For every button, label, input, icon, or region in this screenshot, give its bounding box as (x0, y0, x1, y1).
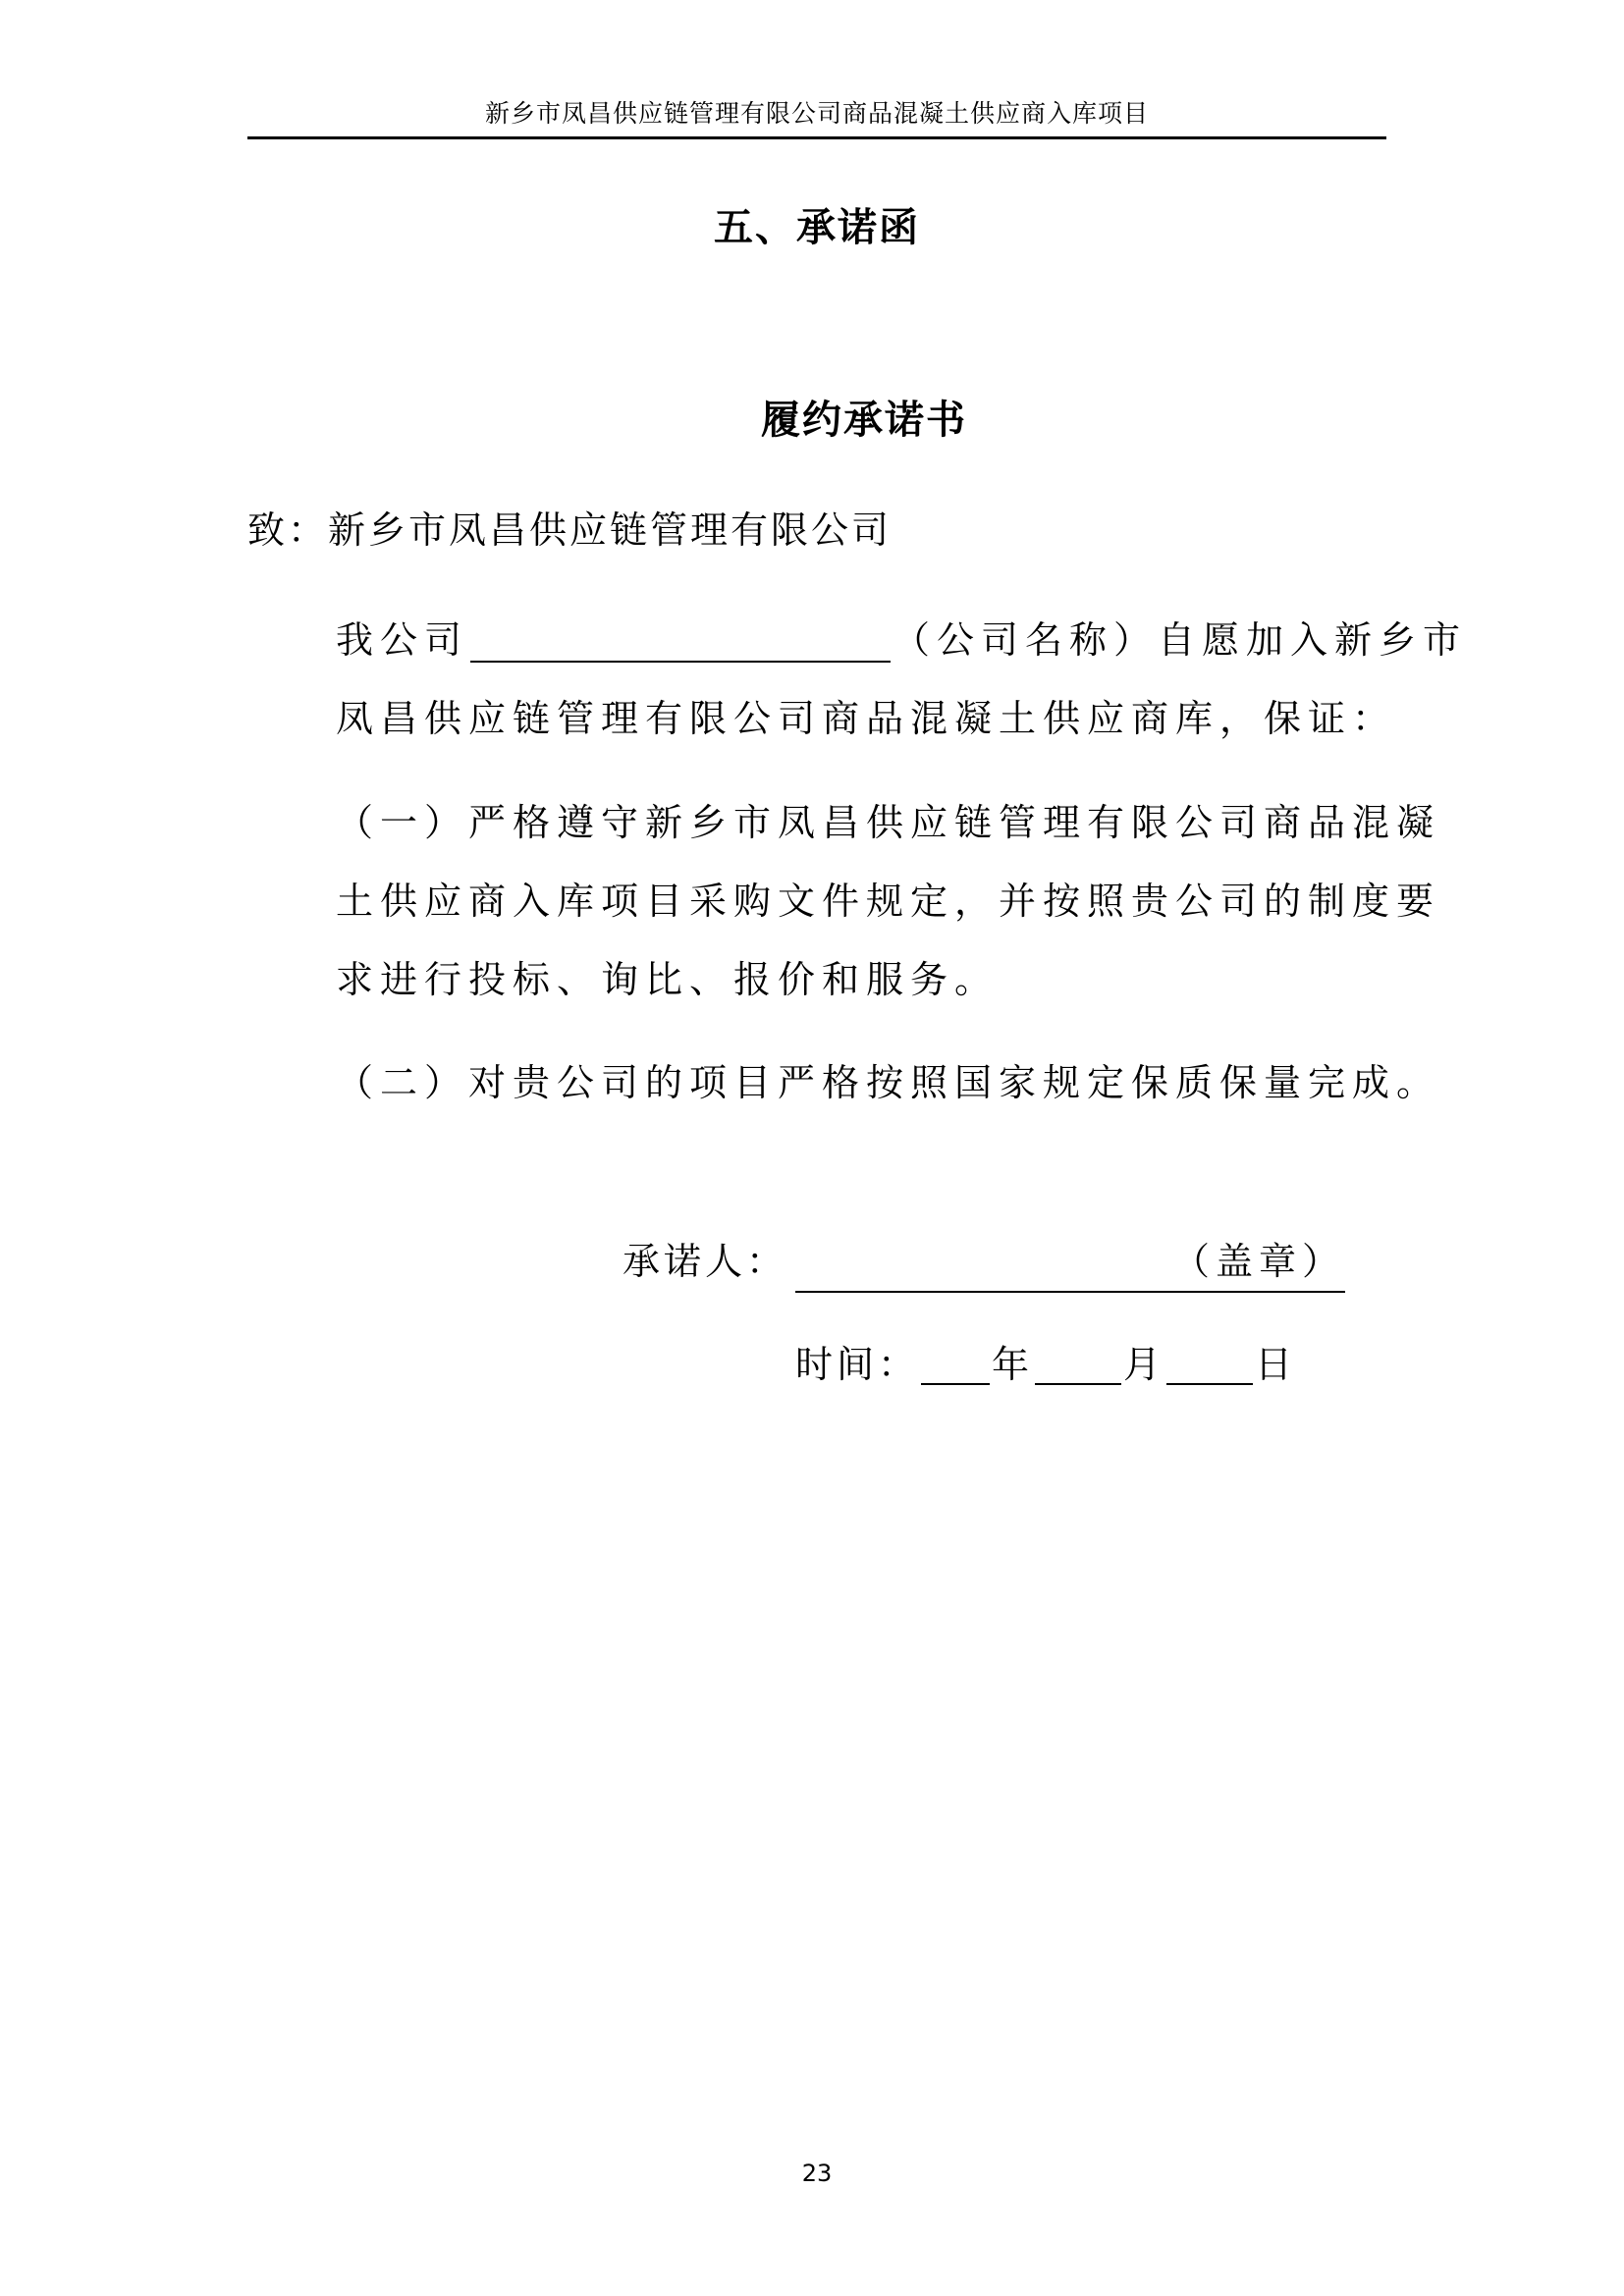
signature-blank[interactable] (795, 1232, 1345, 1293)
month-label: 月 (1123, 1343, 1165, 1386)
header-divider (247, 136, 1386, 139)
running-header: 新乡市凤昌供应链管理有限公司商品混凝土供应商入库项目 (484, 99, 1149, 128)
day-blank[interactable] (1166, 1340, 1253, 1385)
section-title: 五、承诺函 (714, 205, 920, 250)
commitment-clause-1: （一）严格遵守新乡市凤昌供应链管理有限公司商品混凝土供应商入库项目采购文件规定，并按照贵公司的制度要求进行投标、询比、报价和服务。 (336, 801, 1441, 1001)
year-blank[interactable] (921, 1340, 990, 1385)
company-prefix-text: 我公司 (336, 618, 469, 662)
year-label: 年 (992, 1343, 1034, 1386)
seal-note: （盖章） (1172, 1240, 1346, 1283)
day-label: 日 (1255, 1343, 1297, 1386)
signature-line (623, 1232, 1349, 1293)
document-title: 履约承诺书 (761, 398, 967, 443)
commitment-paragraph-intro (247, 601, 1475, 758)
addressee-line: 致：新乡市凤昌供应链管理有限公司 (247, 508, 893, 552)
signatory-label: 承诺人： (623, 1240, 788, 1283)
date-line (795, 1335, 1296, 1394)
commitment-clause-2: （二）对贵公司的项目严格按照国家规定保质保量完成。 (336, 1061, 1441, 1104)
page-number: 23 (801, 2160, 833, 2187)
month-blank[interactable] (1035, 1340, 1121, 1385)
company-suffix-text: （公司名称）自愿加入新乡市凤昌供应链管理有限公司商品混凝土供应商库，保证： (336, 618, 1468, 740)
company-name-blank[interactable] (470, 617, 891, 663)
date-label: 时间： (795, 1343, 920, 1386)
